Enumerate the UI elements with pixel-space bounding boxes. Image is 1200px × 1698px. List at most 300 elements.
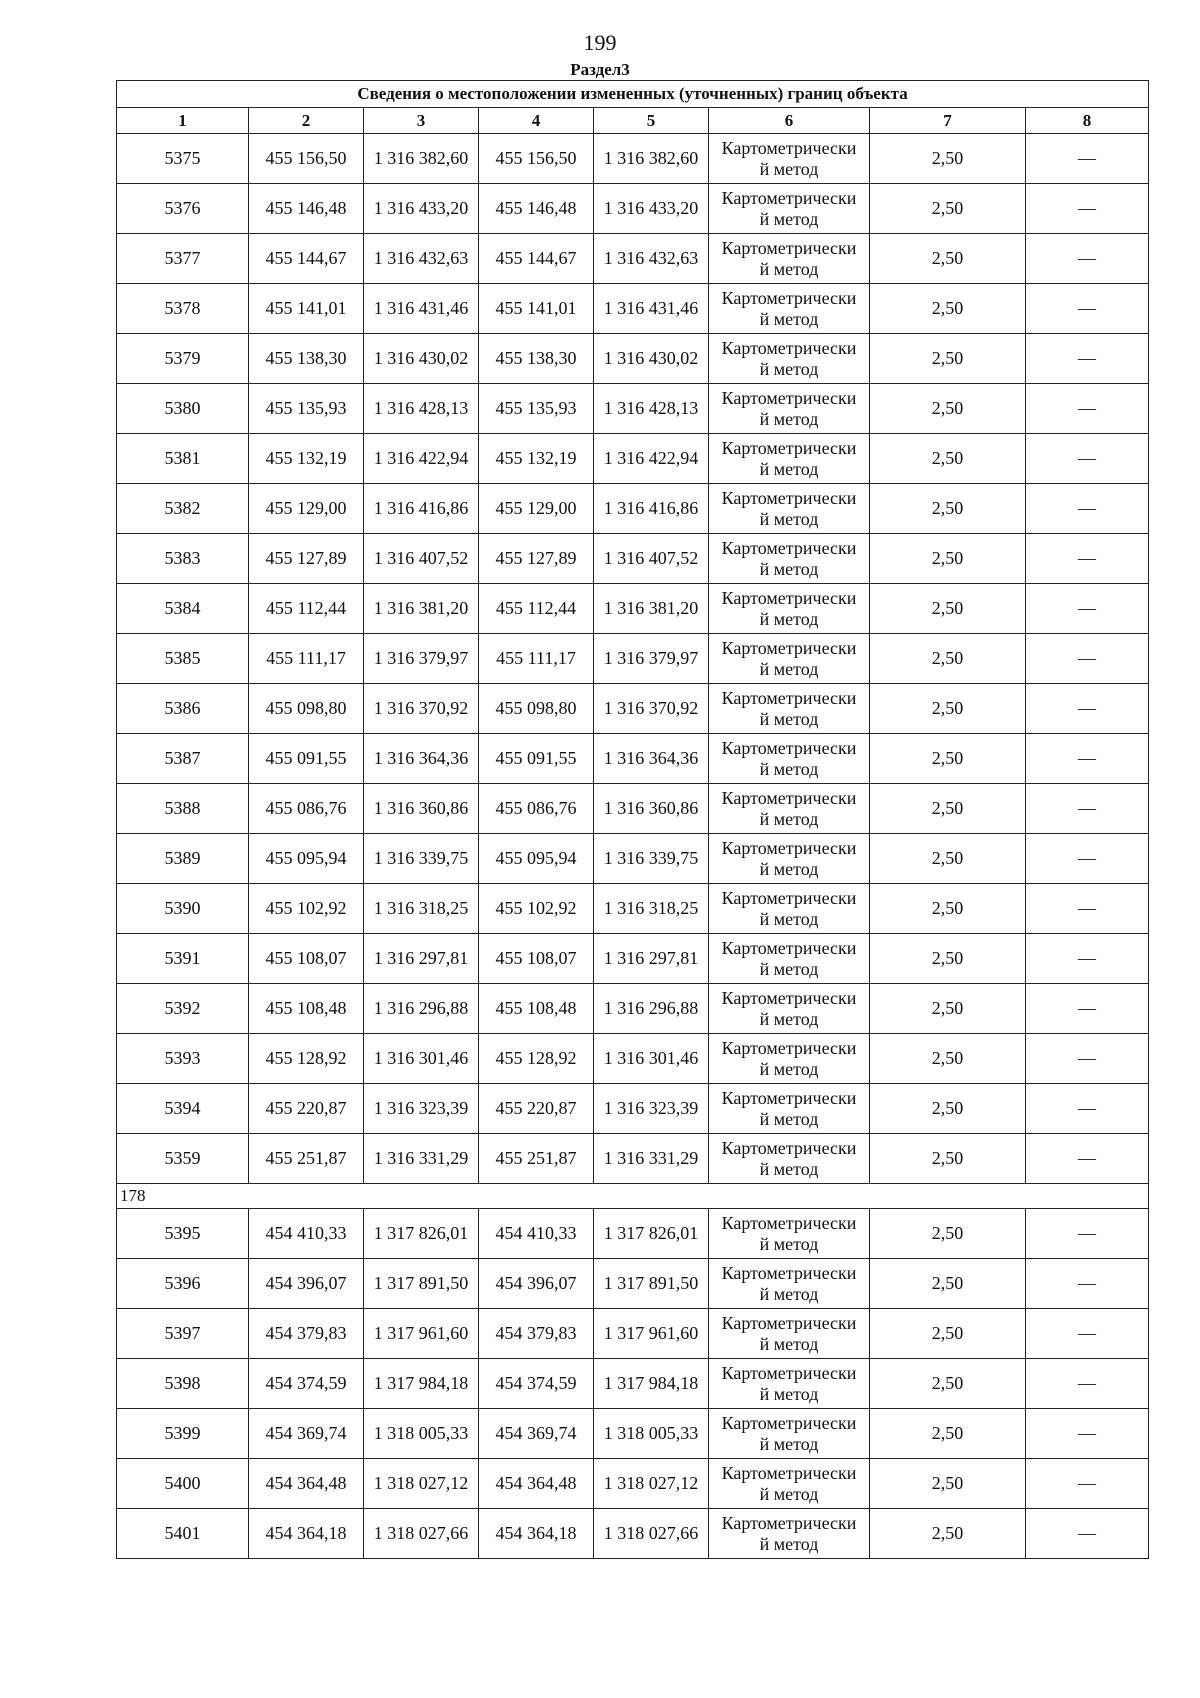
table-row: [117, 1134, 1149, 1184]
y-new-cell: 1 316 296,88: [594, 984, 709, 1034]
note-cell: —: [1026, 1309, 1149, 1359]
y-old-cell: 1 316 422,94: [364, 434, 479, 484]
y-old-cell: 1 317 826,01: [364, 1209, 479, 1259]
y-old-cell: 1 316 407,52: [364, 534, 479, 584]
y-old-cell: 1 316 296,88: [364, 984, 479, 1034]
x-new-cell: 454 364,48: [479, 1459, 594, 1509]
table-row: [117, 1209, 1149, 1259]
point-number-cell: 5384: [117, 584, 249, 634]
point-number-cell: 5393: [117, 1034, 249, 1084]
x-old-cell: 455 141,01: [249, 284, 364, 334]
note-cell: —: [1026, 184, 1149, 234]
note-cell: —: [1026, 1034, 1149, 1084]
note-cell: —: [1026, 284, 1149, 334]
method-cell: [709, 1409, 870, 1459]
accuracy-cell: 2,50: [870, 1209, 1026, 1259]
x-new-cell: 454 374,59: [479, 1359, 594, 1409]
note-cell: —: [1026, 634, 1149, 684]
point-number-cell: 5379: [117, 334, 249, 384]
table-row: [117, 134, 1149, 184]
table-row: [117, 1459, 1149, 1509]
method-text-line2: й метод: [759, 908, 819, 929]
method-cell: [709, 334, 870, 384]
point-number-cell: 5399: [117, 1409, 249, 1459]
note-cell: —: [1026, 484, 1149, 534]
method-text-line2: й метод: [759, 1383, 819, 1404]
method-text-line1: Картометрически: [721, 787, 857, 808]
method-text-line1: Картометрически: [721, 137, 857, 158]
method-cell: [709, 734, 870, 784]
y-old-cell: 1 316 297,81: [364, 934, 479, 984]
x-new-cell: 454 396,07: [479, 1259, 594, 1309]
x-old-cell: 455 095,94: [249, 834, 364, 884]
method-cell: [709, 1209, 870, 1259]
method-cell: [709, 1509, 870, 1559]
x-old-cell: 454 410,33: [249, 1209, 364, 1259]
point-number-cell: 5383: [117, 534, 249, 584]
note-cell: —: [1026, 1359, 1149, 1409]
method-text-line1: Картометрически: [721, 1312, 857, 1333]
x-old-cell: 455 220,87: [249, 1084, 364, 1134]
y-old-cell: 1 316 323,39: [364, 1084, 479, 1134]
method-text-line2: й метод: [759, 1233, 819, 1254]
method-cell: [709, 584, 870, 634]
method-text-line1: Картометрически: [721, 287, 857, 308]
y-new-cell: 1 316 331,29: [594, 1134, 709, 1184]
method-text-line2: й метод: [759, 208, 819, 229]
y-old-cell: 1 316 431,46: [364, 284, 479, 334]
table-row: [117, 234, 1149, 284]
method-cell: [709, 384, 870, 434]
note-cell: —: [1026, 1509, 1149, 1559]
accuracy-cell: 2,50: [870, 234, 1026, 284]
column-number-header: 7: [870, 108, 1026, 134]
method-text-line2: й метод: [759, 508, 819, 529]
x-old-cell: 455 129,00: [249, 484, 364, 534]
section-title: Раздел3: [570, 60, 630, 79]
point-number-cell: 5397: [117, 1309, 249, 1359]
accuracy-cell: 2,50: [870, 1084, 1026, 1134]
point-number-cell: 5401: [117, 1509, 249, 1559]
method-cell: [709, 134, 870, 184]
x-old-cell: 455 091,55: [249, 734, 364, 784]
accuracy-cell: 2,50: [870, 584, 1026, 634]
x-new-cell: 455 108,07: [479, 934, 594, 984]
y-new-cell: 1 316 428,13: [594, 384, 709, 434]
table-row: [117, 634, 1149, 684]
table-row: [117, 1509, 1149, 1559]
y-old-cell: 1 316 339,75: [364, 834, 479, 884]
column-number-header: 1: [117, 108, 249, 134]
method-text-line2: й метод: [759, 1283, 819, 1304]
x-old-cell: 454 374,59: [249, 1359, 364, 1409]
y-old-cell: 1 316 416,86: [364, 484, 479, 534]
y-new-cell: 1 317 826,01: [594, 1209, 709, 1259]
point-number-cell: 5388: [117, 784, 249, 834]
y-old-cell: 1 317 984,18: [364, 1359, 479, 1409]
x-new-cell: 455 086,76: [479, 784, 594, 834]
y-new-cell: 1 316 360,86: [594, 784, 709, 834]
x-new-cell: 455 220,87: [479, 1084, 594, 1134]
method-cell: [709, 1084, 870, 1134]
note-cell: —: [1026, 334, 1149, 384]
column-number-header: 5: [594, 108, 709, 134]
y-new-cell: 1 316 364,36: [594, 734, 709, 784]
point-number-cell: 5382: [117, 484, 249, 534]
point-number-cell: 5387: [117, 734, 249, 784]
x-old-cell: 455 146,48: [249, 184, 364, 234]
column-number-header: 3: [364, 108, 479, 134]
y-new-cell: 1 316 431,46: [594, 284, 709, 334]
method-cell: [709, 984, 870, 1034]
y-old-cell: 1 316 381,20: [364, 584, 479, 634]
table-row: [117, 1359, 1149, 1409]
note-cell: —: [1026, 534, 1149, 584]
x-new-cell: 455 138,30: [479, 334, 594, 384]
y-new-cell: 1 317 984,18: [594, 1359, 709, 1409]
method-cell: [709, 884, 870, 934]
x-old-cell: 454 364,18: [249, 1509, 364, 1559]
x-new-cell: 455 102,92: [479, 884, 594, 934]
accuracy-cell: 2,50: [870, 934, 1026, 984]
method-text-line1: Картометрически: [721, 837, 857, 858]
method-text-line2: й метод: [759, 1008, 819, 1029]
accuracy-cell: 2,50: [870, 1359, 1026, 1409]
x-new-cell: 455 132,19: [479, 434, 594, 484]
y-old-cell: 1 316 430,02: [364, 334, 479, 384]
method-text-line2: й метод: [759, 1058, 819, 1079]
method-text-line1: Картометрически: [721, 687, 857, 708]
method-text-line2: й метод: [759, 1433, 819, 1454]
method-text-line1: Картометрически: [721, 187, 857, 208]
y-new-cell: 1 316 432,63: [594, 234, 709, 284]
x-new-cell: 455 141,01: [479, 284, 594, 334]
x-old-cell: 455 144,67: [249, 234, 364, 284]
y-old-cell: 1 318 005,33: [364, 1409, 479, 1459]
method-text-line1: Картометрически: [721, 637, 857, 658]
method-text-line1: Картометрически: [721, 937, 857, 958]
x-new-cell: 455 156,50: [479, 134, 594, 184]
y-old-cell: 1 316 379,97: [364, 634, 479, 684]
table-row: [117, 784, 1149, 834]
column-number-header: 6: [709, 108, 870, 134]
table-row: [117, 834, 1149, 884]
x-old-cell: 455 127,89: [249, 534, 364, 584]
table-row: [117, 284, 1149, 334]
table-row: [117, 184, 1149, 234]
table-row: [117, 534, 1149, 584]
note-cell: —: [1026, 934, 1149, 984]
method-text-line1: Картометрически: [721, 237, 857, 258]
method-text-line2: й метод: [759, 558, 819, 579]
method-text-line1: Картометрически: [721, 1212, 857, 1233]
point-number-cell: 5378: [117, 284, 249, 334]
method-text-line1: Картометрически: [721, 337, 857, 358]
method-text-line1: Картометрически: [721, 537, 857, 558]
table-row: [117, 684, 1149, 734]
method-cell: [709, 634, 870, 684]
method-text-line2: й метод: [759, 958, 819, 979]
y-new-cell: 1 316 416,86: [594, 484, 709, 534]
point-number-cell: 5396: [117, 1259, 249, 1309]
x-old-cell: 454 379,83: [249, 1309, 364, 1359]
method-text-line1: Картометрически: [721, 1087, 857, 1108]
y-new-cell: 1 316 382,60: [594, 134, 709, 184]
point-number-cell: 5394: [117, 1084, 249, 1134]
table-row: [117, 584, 1149, 634]
y-new-cell: 1 316 318,25: [594, 884, 709, 934]
accuracy-cell: 2,50: [870, 284, 1026, 334]
point-number-cell: 5375: [117, 134, 249, 184]
y-new-cell: 1 317 891,50: [594, 1259, 709, 1309]
method-text-line1: Картометрически: [721, 1362, 857, 1383]
note-cell: —: [1026, 584, 1149, 634]
note-cell: —: [1026, 834, 1149, 884]
point-number-cell: 5385: [117, 634, 249, 684]
x-new-cell: 454 379,83: [479, 1309, 594, 1359]
note-cell: —: [1026, 1409, 1149, 1459]
y-new-cell: 1 318 027,66: [594, 1509, 709, 1559]
method-cell: [709, 1359, 870, 1409]
note-cell: —: [1026, 384, 1149, 434]
x-new-cell: 455 127,89: [479, 534, 594, 584]
note-cell: —: [1026, 134, 1149, 184]
method-cell: [709, 784, 870, 834]
point-number-cell: 5392: [117, 984, 249, 1034]
point-number-cell: 5391: [117, 934, 249, 984]
x-new-cell: 455 111,17: [479, 634, 594, 684]
method-cell: [709, 434, 870, 484]
y-old-cell: 1 317 891,50: [364, 1259, 479, 1309]
note-cell: —: [1026, 1134, 1149, 1184]
method-text-line2: й метод: [759, 758, 819, 779]
x-old-cell: 454 369,74: [249, 1409, 364, 1459]
accuracy-cell: 2,50: [870, 384, 1026, 434]
table-row: [117, 884, 1149, 934]
x-old-cell: 455 251,87: [249, 1134, 364, 1184]
x-new-cell: 455 128,92: [479, 1034, 594, 1084]
y-old-cell: 1 316 428,13: [364, 384, 479, 434]
y-new-cell: 1 316 297,81: [594, 934, 709, 984]
x-new-cell: 455 112,44: [479, 584, 594, 634]
y-old-cell: 1 316 364,36: [364, 734, 479, 784]
y-old-cell: 1 318 027,66: [364, 1509, 479, 1559]
y-old-cell: 1 316 432,63: [364, 234, 479, 284]
y-new-cell: 1 318 005,33: [594, 1409, 709, 1459]
method-text-line1: Картометрически: [721, 487, 857, 508]
x-new-cell: 455 129,00: [479, 484, 594, 534]
y-old-cell: 1 316 331,29: [364, 1134, 479, 1184]
method-cell: [709, 484, 870, 534]
table-row: [117, 1259, 1149, 1309]
method-cell: [709, 684, 870, 734]
method-cell: [709, 1134, 870, 1184]
method-text-line1: Картометрически: [721, 1412, 857, 1433]
point-number-cell: 5398: [117, 1359, 249, 1409]
method-text-line2: й метод: [759, 358, 819, 379]
method-text-line2: й метод: [759, 808, 819, 829]
accuracy-cell: 2,50: [870, 1509, 1026, 1559]
method-text-line2: й метод: [759, 458, 819, 479]
method-text-line1: Картометрически: [721, 1512, 857, 1533]
x-new-cell: 454 410,33: [479, 1209, 594, 1259]
x-new-cell: 455 146,48: [479, 184, 594, 234]
y-new-cell: 1 316 430,02: [594, 334, 709, 384]
accuracy-cell: 2,50: [870, 734, 1026, 784]
note-cell: —: [1026, 984, 1149, 1034]
note-cell: —: [1026, 684, 1149, 734]
method-cell: [709, 1309, 870, 1359]
point-number-cell: 5390: [117, 884, 249, 934]
y-new-cell: 1 316 370,92: [594, 684, 709, 734]
group-row: [117, 1184, 1149, 1209]
point-number-cell: 5381: [117, 434, 249, 484]
y-old-cell: 1 316 433,20: [364, 184, 479, 234]
method-text-line2: й метод: [759, 258, 819, 279]
method-text-line1: Картометрически: [721, 1462, 857, 1483]
table-row: [117, 1084, 1149, 1134]
accuracy-cell: 2,50: [870, 534, 1026, 584]
note-cell: —: [1026, 734, 1149, 784]
y-new-cell: 1 316 433,20: [594, 184, 709, 234]
accuracy-cell: 2,50: [870, 1034, 1026, 1084]
method-cell: [709, 834, 870, 884]
method-cell: [709, 284, 870, 334]
accuracy-cell: 2,50: [870, 1309, 1026, 1359]
y-old-cell: 1 317 961,60: [364, 1309, 479, 1359]
y-new-cell: 1 316 323,39: [594, 1084, 709, 1134]
y-old-cell: 1 316 382,60: [364, 134, 479, 184]
note-cell: —: [1026, 434, 1149, 484]
table-row: [117, 484, 1149, 534]
note-cell: —: [1026, 1209, 1149, 1259]
method-text-line1: Картометрически: [721, 887, 857, 908]
method-text-line1: Картометрически: [721, 1137, 857, 1158]
y-new-cell: 1 316 339,75: [594, 834, 709, 884]
table-caption: Сведения о местоположении измененных (уточненных) границ объекта: [117, 81, 1149, 108]
method-text-line2: й метод: [759, 1483, 819, 1504]
accuracy-cell: 2,50: [870, 1259, 1026, 1309]
x-old-cell: 455 112,44: [249, 584, 364, 634]
x-new-cell: 455 091,55: [479, 734, 594, 784]
x-new-cell: 455 098,80: [479, 684, 594, 734]
method-cell: [709, 184, 870, 234]
accuracy-cell: 2,50: [870, 984, 1026, 1034]
note-cell: —: [1026, 234, 1149, 284]
accuracy-cell: 2,50: [870, 1409, 1026, 1459]
accuracy-cell: 2,50: [870, 784, 1026, 834]
y-new-cell: 1 318 027,12: [594, 1459, 709, 1509]
accuracy-cell: 2,50: [870, 1134, 1026, 1184]
method-text-line1: Картометрически: [721, 987, 857, 1008]
table-row: [117, 434, 1149, 484]
table-row: [117, 1309, 1149, 1359]
accuracy-cell: 2,50: [870, 884, 1026, 934]
method-text-line1: Картометрически: [721, 1037, 857, 1058]
y-new-cell: 1 316 422,94: [594, 434, 709, 484]
accuracy-cell: 2,50: [870, 134, 1026, 184]
table-row: [117, 934, 1149, 984]
method-text-line2: й метод: [759, 608, 819, 629]
column-number-header: 8: [1026, 108, 1149, 134]
point-number-cell: 5359: [117, 1134, 249, 1184]
x-old-cell: 455 086,76: [249, 784, 364, 834]
table-row: [117, 1034, 1149, 1084]
method-text-line2: й метод: [759, 408, 819, 429]
note-cell: —: [1026, 784, 1149, 834]
method-text-line2: й метод: [759, 1108, 819, 1129]
x-old-cell: 455 132,19: [249, 434, 364, 484]
x-new-cell: 455 135,93: [479, 384, 594, 434]
method-text-line1: Картометрически: [721, 387, 857, 408]
table-row: [117, 384, 1149, 434]
x-new-cell: 455 095,94: [479, 834, 594, 884]
point-number-cell: 5376: [117, 184, 249, 234]
note-cell: —: [1026, 1459, 1149, 1509]
y-new-cell: 1 316 407,52: [594, 534, 709, 584]
x-new-cell: 454 369,74: [479, 1409, 594, 1459]
column-number-header: 4: [479, 108, 594, 134]
method-text-line2: й метод: [759, 1533, 819, 1554]
table-row: [117, 1409, 1149, 1459]
point-number-cell: 5377: [117, 234, 249, 284]
accuracy-cell: 2,50: [870, 684, 1026, 734]
note-cell: —: [1026, 884, 1149, 934]
y-old-cell: 1 316 360,86: [364, 784, 479, 834]
accuracy-cell: 2,50: [870, 334, 1026, 384]
accuracy-cell: 2,50: [870, 1459, 1026, 1509]
method-cell: [709, 234, 870, 284]
x-old-cell: 455 138,30: [249, 334, 364, 384]
y-old-cell: 1 316 301,46: [364, 1034, 479, 1084]
method-text-line2: й метод: [759, 658, 819, 679]
point-number-cell: 5400: [117, 1459, 249, 1509]
x-old-cell: 455 135,93: [249, 384, 364, 434]
method-text-line2: й метод: [759, 708, 819, 729]
x-new-cell: 454 364,18: [479, 1509, 594, 1559]
method-text-line1: Картометрически: [721, 437, 857, 458]
x-old-cell: 455 108,48: [249, 984, 364, 1034]
method-text-line1: Картометрически: [721, 587, 857, 608]
note-cell: —: [1026, 1084, 1149, 1134]
point-number-cell: 5386: [117, 684, 249, 734]
method-text-line1: Картометрически: [721, 1262, 857, 1283]
accuracy-cell: 2,50: [870, 834, 1026, 884]
x-new-cell: 455 144,67: [479, 234, 594, 284]
x-old-cell: 455 128,92: [249, 1034, 364, 1084]
note-cell: —: [1026, 1259, 1149, 1309]
method-cell: [709, 534, 870, 584]
group-label: 178: [117, 1184, 1149, 1209]
y-new-cell: 1 316 379,97: [594, 634, 709, 684]
table-row: [117, 984, 1149, 1034]
table-row: [117, 334, 1149, 384]
accuracy-cell: 2,50: [870, 634, 1026, 684]
method-text-line2: й метод: [759, 158, 819, 179]
accuracy-cell: 2,50: [870, 184, 1026, 234]
point-number-cell: 5389: [117, 834, 249, 884]
x-old-cell: 455 156,50: [249, 134, 364, 184]
y-new-cell: 1 316 381,20: [594, 584, 709, 634]
method-cell: [709, 934, 870, 984]
accuracy-cell: 2,50: [870, 434, 1026, 484]
table-row: [117, 734, 1149, 784]
x-old-cell: 455 102,92: [249, 884, 364, 934]
boundary-coordinates-table: [116, 80, 1149, 1559]
y-old-cell: 1 316 318,25: [364, 884, 479, 934]
y-new-cell: 1 316 301,46: [594, 1034, 709, 1084]
method-cell: [709, 1034, 870, 1084]
